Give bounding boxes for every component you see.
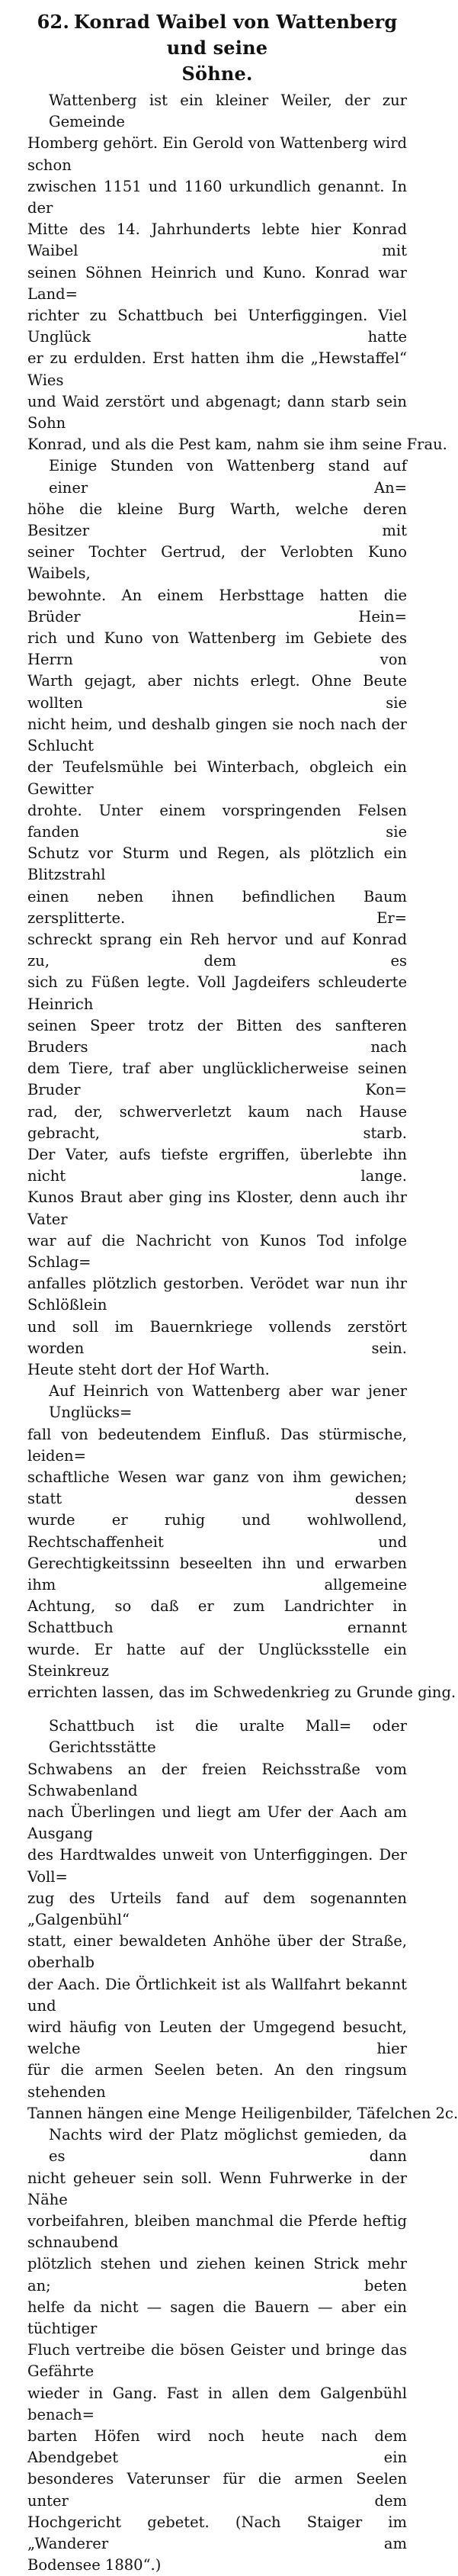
paragraph — [27, 90, 447, 455]
text-line: höhe die kleine Burg Warth, welche deren Besitzer mit — [27, 500, 407, 540]
text-line: für die armen Seelen beten. An den ringsum stehenden — [27, 2061, 407, 2101]
text-line: Kunos Braut aber ging ins Kloster, denn auch ihr Vater — [27, 1188, 407, 1228]
text-line: Heute steht dort der Hof Warth. — [27, 1360, 270, 1378]
text-line: rich und Kuno von Wattenberg im Gebiete des Herrn von — [27, 629, 407, 669]
text-line: rad, der, schwerverletzt kaum nach Hause gebracht, starb. — [27, 1102, 407, 1142]
text-line: wurde. Er hatte auf der Unglücksstelle ein Steinkreuz — [27, 1640, 407, 1680]
text-line: des Hardtwaldes unweit von Unterfiggingen. Der Voll= — [27, 1846, 407, 1886]
text-line: nicht geheuer sein soll. Wenn Fuhrwerke in der Nähe — [27, 2169, 407, 2208]
text-line: Schwabens an der freien Reichsstraße vom Schwabenland — [27, 1760, 407, 1799]
text-line: bewohnte. An einem Herbsttage hatten die Brüder Hein= — [27, 586, 407, 626]
text-line: nicht heim, und deshalb gingen sie noch nach der Schlucht — [27, 715, 407, 755]
text-line: Wattenberg ist ein kleiner Weiler, der zur Gemeinde — [49, 92, 407, 131]
text-line: seinen Speer trotz der Bitten des sanfteren Bruders nach — [27, 1016, 407, 1056]
text-line: schreckt sprang ein Reh hervor und auf Konrad zu, dem es — [27, 930, 407, 970]
text-line: Bodensee 1880“.) — [27, 2556, 162, 2574]
text-line: barten Höfen wird noch heute nach dem Abendgebet ein — [27, 2426, 407, 2467]
text-line: seiner Tochter Gertrud, der Verlobten Kuno Waibels, — [27, 543, 407, 583]
text-line: zwischen 1151 und 1160 urkundlich genannt. In der — [27, 177, 407, 217]
text-line: plötzlich stehen und ziehen keinen Strick mehr an; beten — [27, 2255, 407, 2295]
text-line: seinen Söhnen Heinrich und Kuno. Konrad war Land= — [27, 263, 407, 303]
paragraph — [27, 1716, 458, 2124]
text-line: Auf Heinrich von Wattenberg aber war jener Unglücks= — [49, 1382, 407, 1422]
text-line: einen neben ihnen befindlichen Baum zersplitterte. Er= — [27, 887, 407, 927]
text-line: und Waid zerstört und abgenagt; dann starb sein Sohn — [27, 392, 407, 433]
text-line: Nachts wird der Platz möglichst gemieden, da es dann — [49, 2126, 407, 2166]
text-line: vorbeifahren, bleiben manchmal die Pferde heftig schnaubend — [27, 2211, 407, 2252]
section-gap — [27, 1703, 407, 1716]
text-line: richter zu Schattbuch bei Unterfiggingen. Viel Unglück hatte — [27, 307, 407, 346]
text-line: nach Überlingen und liegt am Ufer der Aach am Ausgang — [27, 1803, 407, 1843]
text-line: schaftliche Wesen war ganz von ihm gewichen; statt dessen — [27, 1468, 407, 1508]
text-line: Schutz vor Sturm und Regen, als plötzlich ein Blitzstrahl — [27, 844, 407, 884]
text-line: er zu erdulden. Erst hatten ihm die „Hewstaffel“ Wies — [27, 349, 407, 389]
text-line: Homberg gehört. Ein Gerold von Wattenberg wird schon — [27, 134, 407, 174]
text-line: Konrad, und als die Pest kam, nahm sie ihm seine Frau. — [27, 436, 447, 454]
text-line: anfalles plötzlich gestorben. Verödet war nun ihr Schlößlein — [27, 1275, 407, 1314]
text-line: Warth gejagt, aber nichts erlegt. Ohne Beute wollten sie — [27, 672, 407, 712]
paragraph — [27, 455, 407, 1381]
text-line: Fluch vertreibe die bösen Geister und bringe das Gefährte — [27, 2341, 407, 2381]
chapter-number: 62. — [37, 11, 70, 33]
text-line: dem Tiere, traf aber unglücklicherweise seinen Bruder Kon= — [27, 1060, 407, 1099]
text-line: Einige Stunden von Wattenberg stand auf einer An= — [49, 457, 407, 497]
text-line: statt, einer bewaldeten Anhöhe über der Straße, oberhalb — [27, 1932, 407, 1972]
text-line: errichten lassen, das im Schwedenkrieg zu Grunde ging. — [27, 1684, 456, 1702]
paragraph — [27, 1381, 456, 1703]
text-line: zug des Urteils fand auf dem sogenannten „Galgenbühl“ — [27, 1889, 407, 1929]
text-line: wurde er ruhig und wohlwollend, Rechtschaffenheit und — [27, 1511, 407, 1551]
text-line: und soll im Bauernkriege vollends zerstört worden sein. — [27, 1317, 407, 1357]
text-line: Schattbuch ist die uralte Mall= oder Gerichtsstätte — [49, 1717, 407, 1757]
text-line: Tannen hängen eine Menge Heiligenbilder, Täfelchen 2c. — [27, 2104, 458, 2122]
body-text — [27, 90, 458, 2576]
title-line-1 — [27, 9, 407, 61]
text-line: fall von bedeutendem Einfluß. Das stürmische, leiden= — [27, 1425, 407, 1465]
text-line: wird häufig von Leuten der Umgegend besucht, welche hier — [27, 2018, 407, 2058]
text-line: Mitte des 14. Jahrhunderts lebte hier Konrad Waibel mit — [27, 220, 407, 260]
chapter-title — [27, 9, 407, 87]
text-line: drohte. Unter einem vorspringenden Felsen fanden sie — [27, 801, 407, 841]
text-line: besonderes Vaterunser für die armen Seelen unter dem — [27, 2470, 407, 2510]
title-line-2: Söhne. — [181, 63, 253, 85]
text-line: war auf die Nachricht von Kunos Tod infolge Schlag= — [27, 1231, 407, 1271]
text-line: sich zu Füßen legte. Voll Jagdeifers schleuderte Heinrich — [27, 973, 407, 1013]
text-line: Achtung, so daß er zum Landrichter in Schattbuch ernannt — [27, 1597, 407, 1637]
title-text: Konrad Waibel von Wattenberg und seine — [74, 11, 398, 59]
text-line: Gerechtigkeitssinn beseelten ihn und erwarben ihm allgemeine — [27, 1554, 407, 1594]
text-line: wieder in Gang. Fast in allen dem Galgenbühl benach= — [27, 2384, 407, 2423]
text-line: der Aach. Die Örtlichkeit ist als Wallfahrt bekannt und — [27, 1975, 407, 2015]
paragraph — [27, 2124, 407, 2576]
text-line: Der Vater, aufs tiefste ergriffen, überlebte ihn nicht lange. — [27, 1145, 407, 1185]
text-line: der Teufelsmühle bei Winterbach, obgleich ein Gewitter — [27, 758, 407, 798]
text-line: Hochgericht gebetet. (Nach Staiger im „Wanderer am — [27, 2513, 407, 2552]
text-line: helfe da nicht — sagen die Bauern — aber ein tüchtiger — [27, 2298, 407, 2337]
